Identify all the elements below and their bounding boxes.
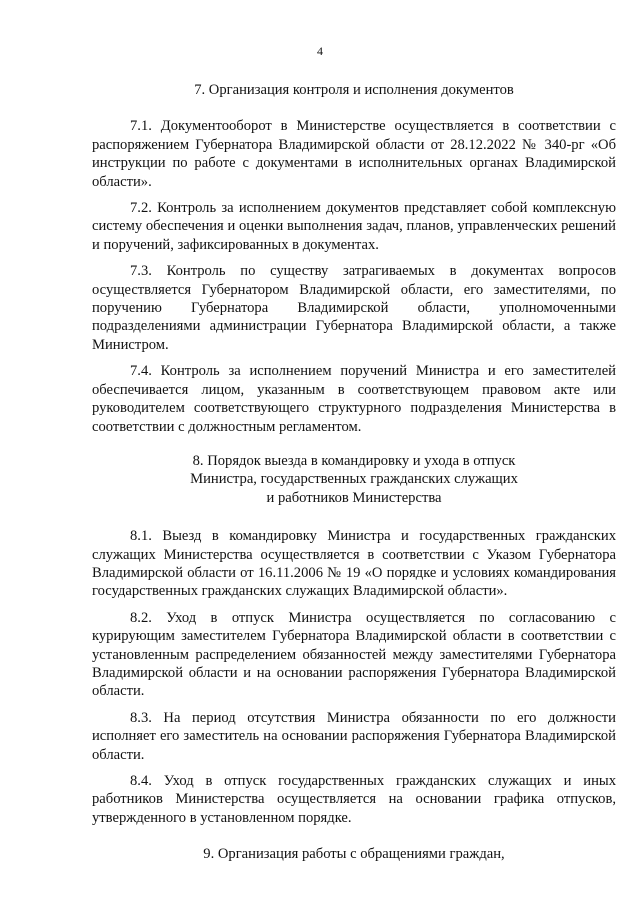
section-9-heading: 9. Организация работы с обращениями граждан, [203,846,505,863]
paragraph-8-1: 8.1. Выезд в командировку Министра и государственных гражданских служащих Министерства осуществляется в соответствии с Указом Губернатора Владимирской области от 16.11.2006 № 19 «О порядке и условиях командирования государственных гражданских служащих Владимирской области». [92,528,616,600]
section-8-heading-line-2: Министра, государственных гражданских служащих [190,471,518,488]
paragraph-8-3: 8.3. На период отсутствия Министра обязанности по его должности исполняет его заместитель на основании распоряжения Губернатора Владимирской области. [92,709,616,763]
section-8-heading-line-1: 8. Порядок выезда в командировку и ухода в отпуск [192,452,516,469]
paragraph-8-4: 8.4. Уход в отпуск государственных гражданских служащих и иных работников Министерства осуществляется на основании графика отпусков, утвержденного в установленном порядке. [92,773,616,826]
paragraph-7-3: 7.3. Контроль по существу затрагиваемых в документах вопросов осуществляется Губернатором Владимирской области, его заместителями, по поручению Губернатора Владимирской области, уполномоченными подразделениями администрации Губернатора Владимирской области, а также Министром. [92,263,616,353]
document-content [92,81,616,864]
paragraph-7-4: 7.4. Контроль за исполнением поручений Министра и его заместителей обеспечивается лицом, указанным в соответствующем правовом акте или руководителем соответствующего структурного подразделения Министерства в соответствии с должностным регламентом. [92,363,616,435]
paragraph-7-1: 7.1. Документооборот в Министерстве осуществляется в соответствии с распоряжением Губернатора Владимирской области от 28.12.2022 № 340-рг «Об инструкции по работе с документами в исполнительных органах Владимирской области». [92,118,616,190]
section-8-heading [92,452,616,507]
section-7-heading: 7. Организация контроля и исполнения документов [194,82,514,98]
paragraph-8-2: 8.2. Уход в отпуск Министра осуществляется по согласованию с курирующим заместителем Губернатора Владимирской области в соответствии с установленным распределением обязанностей между заместителями Губернатора Владимирской области и на основании распоряжения Губернатора Владимирской области. [92,609,616,700]
page-number: 4 [317,44,323,58]
section-8-heading-line-3: и работников Министерства [266,489,442,506]
paragraph-7-2: 7.2. Контроль за исполнением документов представляет собой комплексную систему обеспечения и оценки выполнения задач, планов, управленческих решений и поручений, зафиксированных в документах. [92,200,616,253]
